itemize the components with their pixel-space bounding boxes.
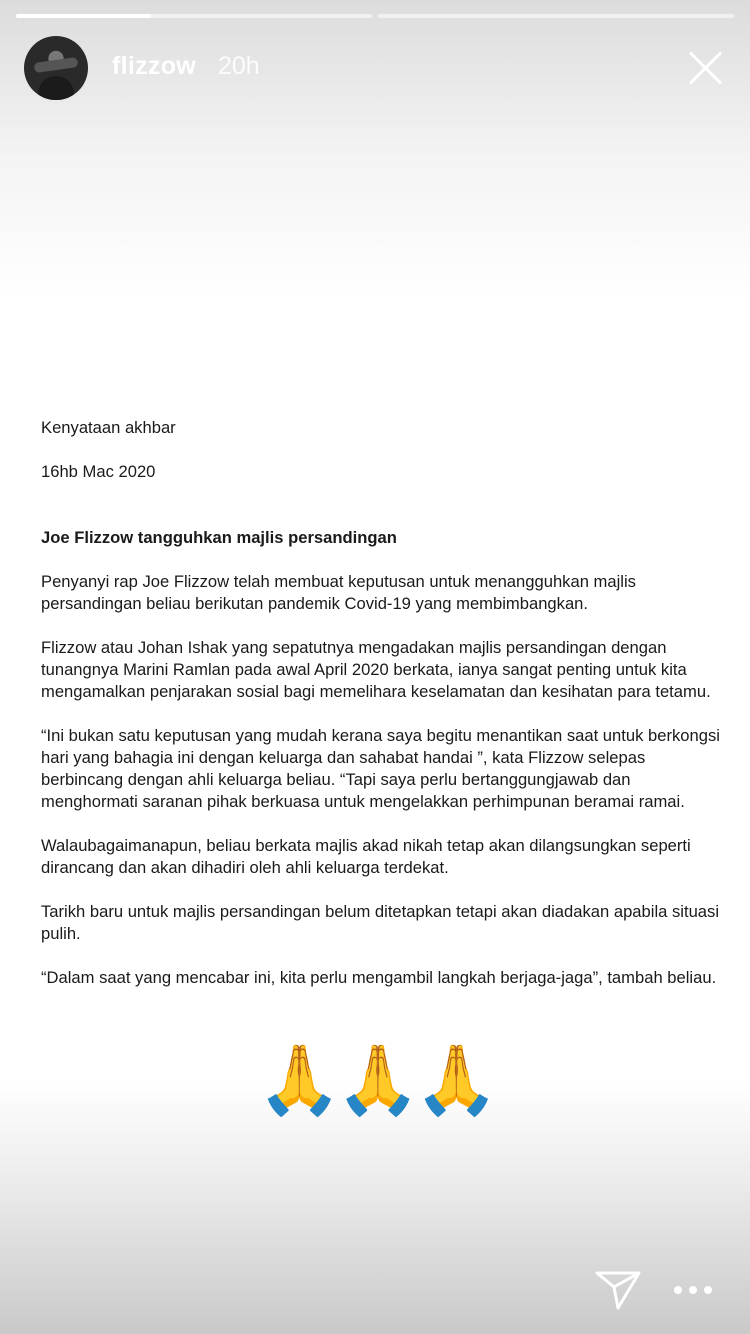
story-header (24, 36, 726, 100)
paragraph-3: “Ini bukan satu keputusan yang mudah kerana saya begitu menantikan saat untuk berkongsi hari yang bahagia ini dengan keluarga dan sahabat handai ”, kata Flizzow selepas berbincang dengan ahli keluarga beliau. “Tapi saya perlu bertanggungjawab dan menghormati saranan pihak berkuasa untuk mengelakkan perhimpunan beramai ramai. (41, 726, 720, 811)
press-release (41, 417, 722, 1011)
avatar[interactable] (24, 36, 88, 100)
release-title: Joe Flizzow tangguhkan majlis persandingan (41, 528, 397, 547)
release-label: Kenyataan akhbar (41, 418, 176, 437)
more-dots-icon[interactable] (674, 1276, 712, 1304)
close-icon[interactable] (686, 48, 726, 88)
story-progress-bar (16, 14, 734, 18)
paragraph-4: Walaubagaimanapun, beliau berkata majlis akad nikah tetap akan dilangsungkan seperti dirancang dan akan dihadiri oleh ahli keluarga terdekat. (41, 836, 691, 877)
username[interactable]: flizzow (112, 52, 197, 80)
praying-hands-emojis: 🙏🙏🙏 (256, 1042, 493, 1118)
paper-plane-icon[interactable] (594, 1268, 642, 1312)
paragraph-2: Flizzow atau Johan Ishak yang sepatutnya mengadakan majlis persandingan dengan tunangnya Marini Ramlan pada awal April 2020 berkata, ianya sangat penting untuk kita mengamalkan penjarakan sosial bagi memelihara keselamatan dan kesihatan para tetamu. (41, 638, 711, 701)
paragraph-6: “Dalam saat yang mencabar ini, kita perlu mengambil langkah berjaga-jaga”, tambah beliau. (41, 968, 717, 987)
post-time: 20h (218, 52, 260, 80)
paragraph-5: Tarikh baru untuk majlis persandingan belum ditetapkan tetapi akan diadakan apabila situasi pulih. (41, 902, 720, 943)
release-date: 16hb Mac 2020 (41, 462, 156, 481)
paragraph-1: Penyanyi rap Joe Flizzow telah membuat keputusan untuk menangguhkan majlis persandingan beliau berikutan pandemik Covid-19 yang membimbangkan. (41, 572, 636, 613)
story-progress-segment-2 (378, 14, 734, 18)
story-progress-segment-1 (16, 14, 372, 18)
